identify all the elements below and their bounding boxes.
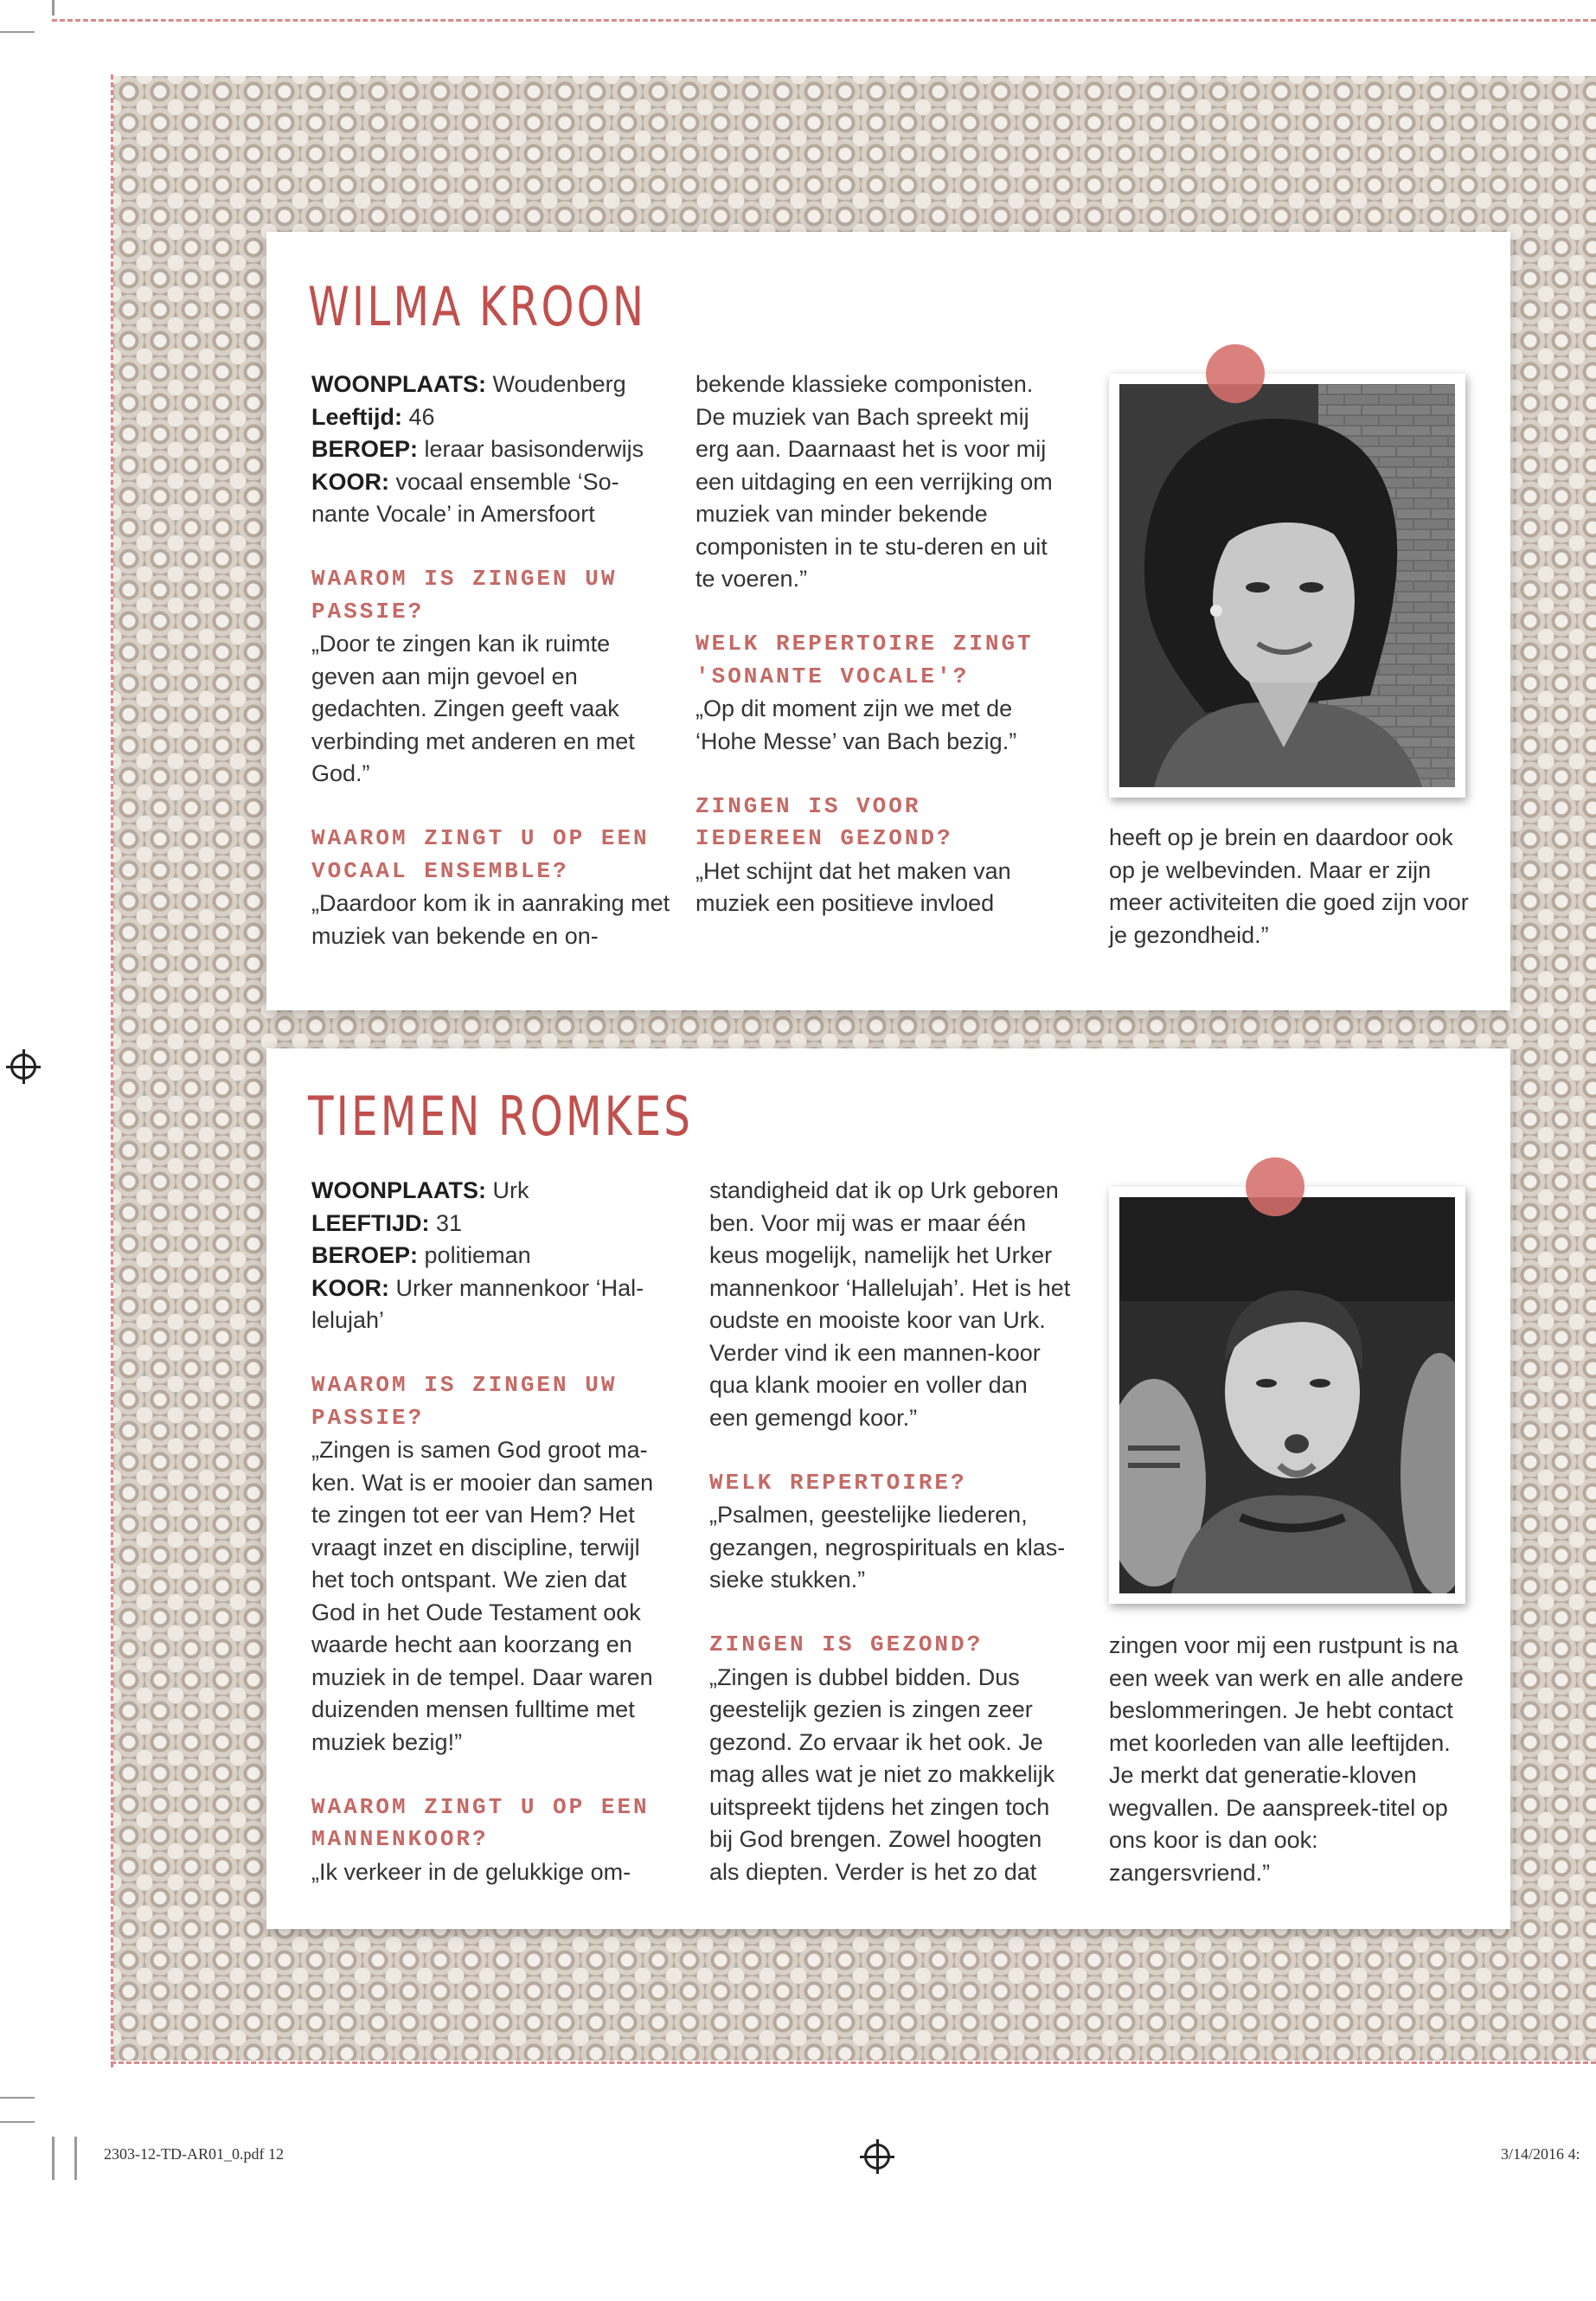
question-heading: ZINGEN IS GEZOND? — [709, 1631, 984, 1657]
fact-label-leeftijd: Leeftijd: — [311, 403, 402, 430]
answer-text: „Op dit moment zijn we met de ‘Hohe Messe’ van Bach bezig.” — [695, 695, 1017, 754]
answer-text: „Daardoor kom ik in aanraking met muziek van bekende en on- — [311, 890, 670, 949]
fact-label-koor: KOOR: — [311, 1274, 389, 1301]
portrait-photo-frame — [1109, 1187, 1465, 1604]
fact-value-koor: Urker mannenkoor ‘Hal-lelujah’ — [311, 1274, 644, 1333]
fact-label-koor: KOOR: — [311, 468, 389, 495]
fact-label-woonplaats: WOONPLAATS: — [311, 371, 486, 397]
registration-mark-icon — [864, 2144, 890, 2170]
question-heading: WAAROM IS ZINGEN UW PASSIE? — [311, 566, 618, 625]
answer-text: „Door te zingen kan ik ruimte geven aan mijn gevoel en gedachten. Zingen geeft vaak verbinding met anderen en met God.” — [311, 631, 635, 786]
qa-block — [311, 1369, 675, 1759]
answer-text: „Het schijnt dat het maken van muziek een positieve invloed — [695, 857, 1011, 916]
question-heading: ZINGEN IS VOOR IEDEREEN GEZOND? — [695, 792, 953, 851]
profile-column-2 — [695, 369, 1059, 920]
crop-mark — [0, 2121, 35, 2123]
print-slug-filename: 2303-12-TD-AR01_0.pdf 12 — [104, 2145, 284, 2163]
portrait-photo-frame — [1109, 374, 1465, 798]
registration-mark-icon — [10, 1054, 36, 1080]
crop-mark — [0, 2097, 35, 2099]
answer-text: „Zingen is samen God groot ma-ken. Wat is er mooier dan samen te zingen tot eer van Hem? Het vraagt inzet en discipline, terwijl het toch ontspant. We zien dat God in het Oude Testament ook waarde hecht aan koorzang en muziek in de tempel. Daar waren duizenden mensen fulltime met muziek bezig!” — [311, 1437, 654, 1755]
pin-icon — [1246, 1157, 1304, 1216]
answer-text: zingen voor mij een rustpunt is na een week van werk en alle andere beslommeringen. Je hebt contact met koorleden van alle leeftijden. Je merkt dat generatie-kloven wegvallen. De aanspreek-titel op ons koor is dan ook: zangersvriend.” — [1109, 1632, 1464, 1886]
answer-text: bekende klassieke componisten. De muziek van Bach spreekt mij erg aan. Daarnaast het is voor mij een uitdaging en een verrijking om muziek van minder bekende componisten in te stu-deren en uit te voeren.” — [695, 371, 1053, 592]
question-heading: WAAROM IS ZINGEN UW PASSIE? — [311, 1372, 618, 1431]
crop-mark — [74, 2137, 77, 2180]
question-heading: WELK REPERTOIRE ZINGT 'SONANTE VOCALE'? — [695, 631, 1034, 689]
portrait-photo-wilma — [1119, 384, 1455, 787]
profile-column-3 — [1109, 822, 1481, 952]
fact-label-woonplaats: WOONPLAATS: — [311, 1177, 486, 1203]
fact-value-beroep: politieman — [418, 1242, 531, 1268]
profile-name: WILMA KROON — [308, 275, 647, 338]
fact-value-leeftijd: 46 — [402, 403, 435, 430]
fact-value-woonplaats: Urk — [485, 1177, 529, 1203]
answer-text: standigheid dat ik op Urk geboren ben. Voor mij was er maar één keus mogelijk, namelijk het Urker mannenkoor ‘Hallelujah’. Het is het oudste en mooiste koor van Urk. Verder vind ik een mannen-koor qua klank mooier en voller dan een gemengd koor.” — [709, 1177, 1071, 1431]
pin-icon — [1206, 344, 1265, 403]
crop-mark — [52, 0, 54, 16]
fact-value-leeftijd: 31 — [429, 1209, 463, 1236]
qa-block — [311, 1791, 675, 1889]
question-heading: WAAROM ZINGT U OP EEN MANNENKOOR? — [311, 1793, 650, 1852]
profile-card-wilma-kroon — [266, 232, 1510, 1010]
qa-block — [709, 1629, 1073, 1888]
profile-column-1 — [311, 1175, 675, 1888]
qa-block — [311, 823, 675, 952]
qa-block — [695, 791, 1059, 920]
crop-mark — [0, 31, 35, 33]
fact-list — [311, 369, 675, 531]
answer-text: heeft op je brein en daardoor ook op je welbevinden. Maar er zijn meer activiteiten die goed zijn voor je gezondheid.” — [1109, 824, 1469, 948]
profile-name: TIEMEN ROMKES — [308, 1085, 694, 1148]
question-heading: WELK REPERTOIRE? — [709, 1469, 967, 1496]
profile-column-1 — [311, 369, 675, 952]
answer-text: „Psalmen, geestelijke liederen, gezangen, negrospirituals en klas-sieke stukken.” — [709, 1502, 1066, 1593]
portrait-photo-tiemen — [1119, 1197, 1455, 1593]
fact-value-woonplaats: Woudenberg — [485, 371, 626, 397]
trim-line-bottom — [111, 2061, 1596, 2064]
qa-block — [695, 628, 1059, 758]
profile-card-tiemen-romkes — [266, 1048, 1510, 1929]
qa-block — [709, 1467, 1073, 1597]
answer-text: „Zingen is dubbel bidden. Dus geestelijk gezien is zingen zeer gezond. Zo ervaar ik het ook. Je mag alles wat je niet zo makkelijk uitspreekt tijdens het zingen toch bij God brengen. Zowel hoogten als diepten. Verder is het zo dat — [709, 1663, 1055, 1885]
qa-block — [311, 563, 675, 791]
question-heading: WAAROM ZINGT U OP EEN VOCAAL ENSEMBLE? — [311, 825, 650, 884]
profile-column-3 — [1109, 1630, 1481, 1889]
trim-line-top — [52, 19, 1596, 22]
fact-label-leeftijd: LEEFTIJD: — [311, 1209, 430, 1236]
answer-text: „Ik verkeer in de gelukkige om- — [311, 1858, 631, 1885]
fact-value-koor: vocaal ensemble ‘So-nante Vocale’ in Amersfoort — [311, 468, 619, 527]
fact-value-beroep: leraar basisonderwijs — [418, 436, 644, 462]
profile-column-2 — [709, 1175, 1073, 1888]
fact-label-beroep: BEROEP: — [311, 1242, 419, 1268]
fact-label-beroep: BEROEP: — [311, 436, 419, 462]
fact-list — [311, 1175, 675, 1337]
print-slug-date: 3/14/2016 4: — [1501, 2145, 1580, 2163]
crop-mark — [52, 2137, 54, 2180]
